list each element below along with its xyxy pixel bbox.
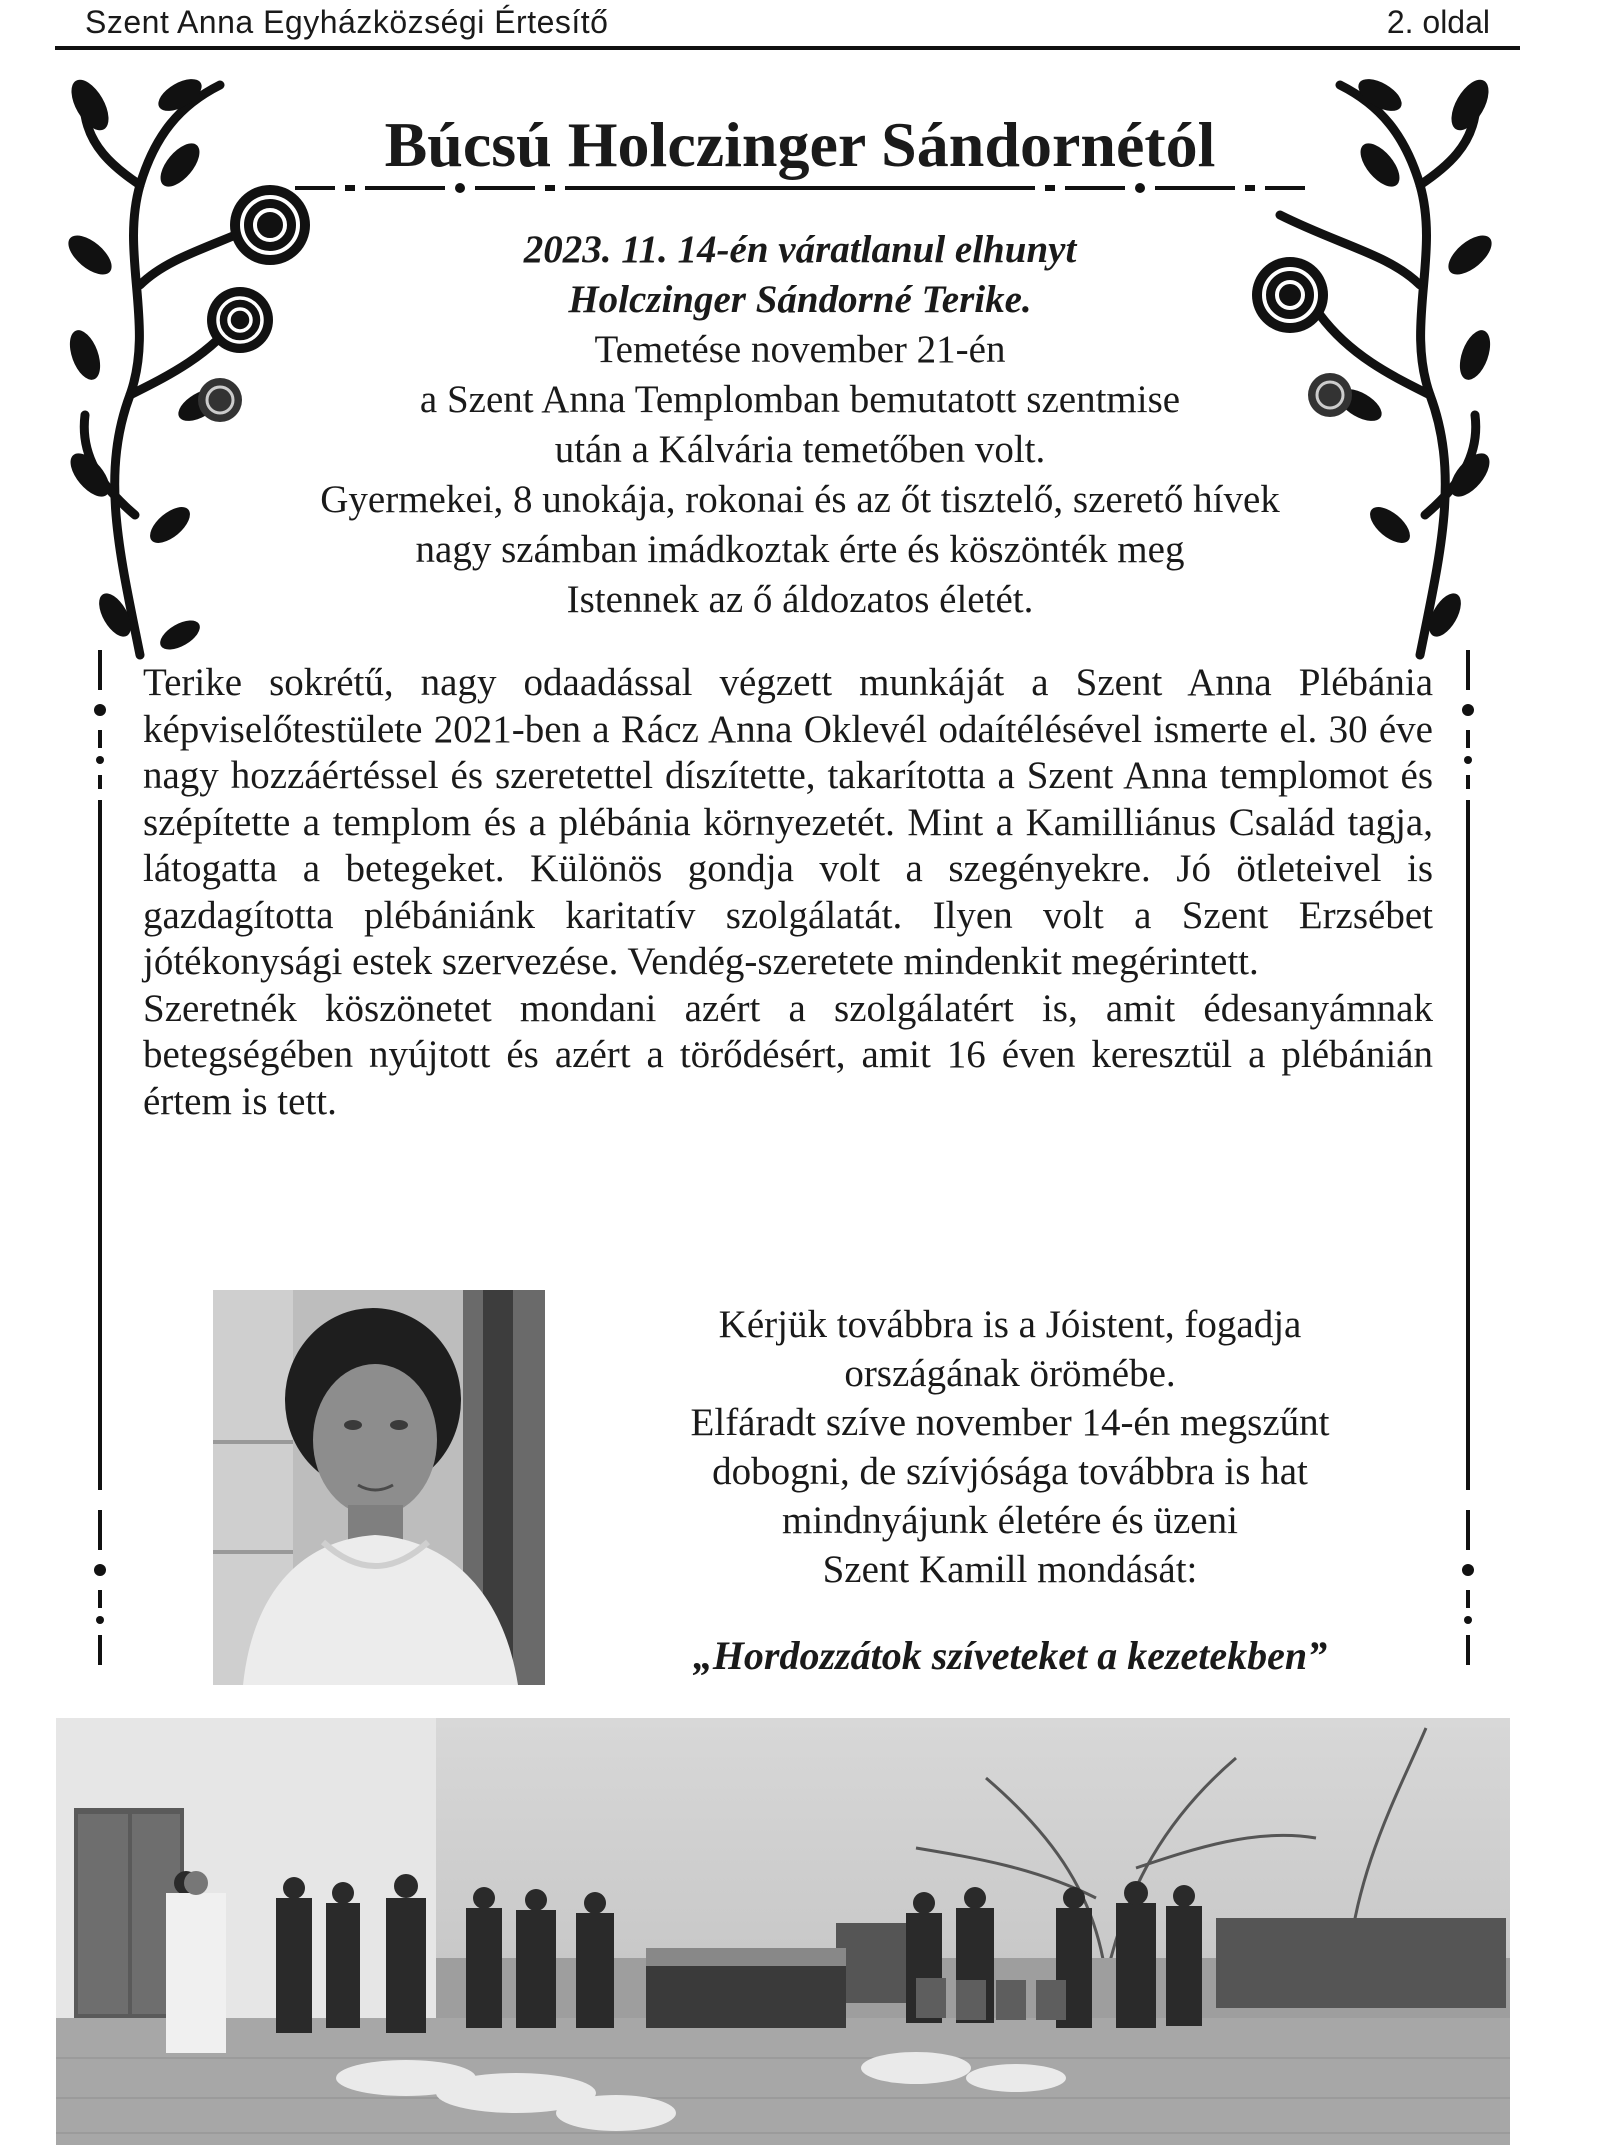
right-border-ornament [1460, 650, 1476, 1670]
intro-line: Istennek az ő áldozatos életét. [566, 578, 1034, 621]
closing-line: Kérjük továbbra is a Jóistent, fogadja [718, 1303, 1302, 1346]
closing-line: mindnyájunk életére és üzeni [782, 1499, 1238, 1542]
article-body [143, 660, 1433, 1125]
intro-line: Temetése november 21-én [594, 328, 1006, 371]
intro-line: a Szent Anna Templomban bemutatott szentmise [419, 378, 1181, 421]
funeral-photo [56, 1718, 1510, 2145]
closing-quote: „Hordozzátok szíveteket a kezetekben” [692, 1633, 1328, 1678]
page-header [55, 0, 1520, 50]
closing-line: Elfáradt szíve november 14-én megszűnt [690, 1401, 1330, 1444]
body-paragraph: Terike sokrétű, nagy odaadással végzett munkáját a Szent Anna Plébánia képviselőtestülete 2021-ben a Rácz Anna Oklevél odaítélésével ismerte el. 30 éve nagy hozzáértéssel és szeretettel díszítette, takarította a Szent Anna templomot és szépítette a templom és a plébánia környezetét. Mint a Kamilliánus Család tagja, látogatta a betegeket. Különös gondja volt a szegényekre. Jó ötleteivel is gazdagította plébániánk karitatív szolgálatát. Ilyen volt a Szent Erzsébet jótékonysági estek szervezése. Vendég-szeretete mindenkit megérintett. [143, 661, 1433, 983]
closing-line: országának örömébe. [844, 1352, 1176, 1395]
portrait-photo [213, 1290, 545, 1685]
intro-line: Gyermekei, 8 unokája, rokonai és az őt tisztelő, szerető hívek [320, 478, 1280, 521]
body-paragraph: Szeretnék köszönetet mondani azért a szolgálatért is, amit édesanyámnak betegségében nyújtott és azért a törődésért, amit 16 éven keresztül a plébánián értem is tett. [143, 986, 1433, 1123]
left-border-ornament [92, 650, 108, 1670]
page-number: 2. oldal [1386, 4, 1490, 40]
intro-block [180, 225, 1420, 625]
intro-line: után a Kálvária temetőben volt. [554, 428, 1046, 471]
closing-line: Szent Kamill mondását: [822, 1548, 1198, 1591]
intro-line: 2023. 11. 14-én váratlanul elhunyt [523, 228, 1077, 271]
closing-line: dobogni, de szívjósága továbbra is hat [712, 1450, 1308, 1493]
closing-block [570, 1300, 1450, 1594]
article-title: Búcsú Holczinger Sándornétól [384, 109, 1216, 180]
intro-line: Holczinger Sándorné Terike. [568, 278, 1032, 321]
intro-line: nagy számban imádkoztak érte és köszönték meg [415, 528, 1185, 571]
publication-title: Szent Anna Egyházközségi Értesítő [85, 4, 609, 40]
title-divider-ornament [295, 178, 1305, 198]
